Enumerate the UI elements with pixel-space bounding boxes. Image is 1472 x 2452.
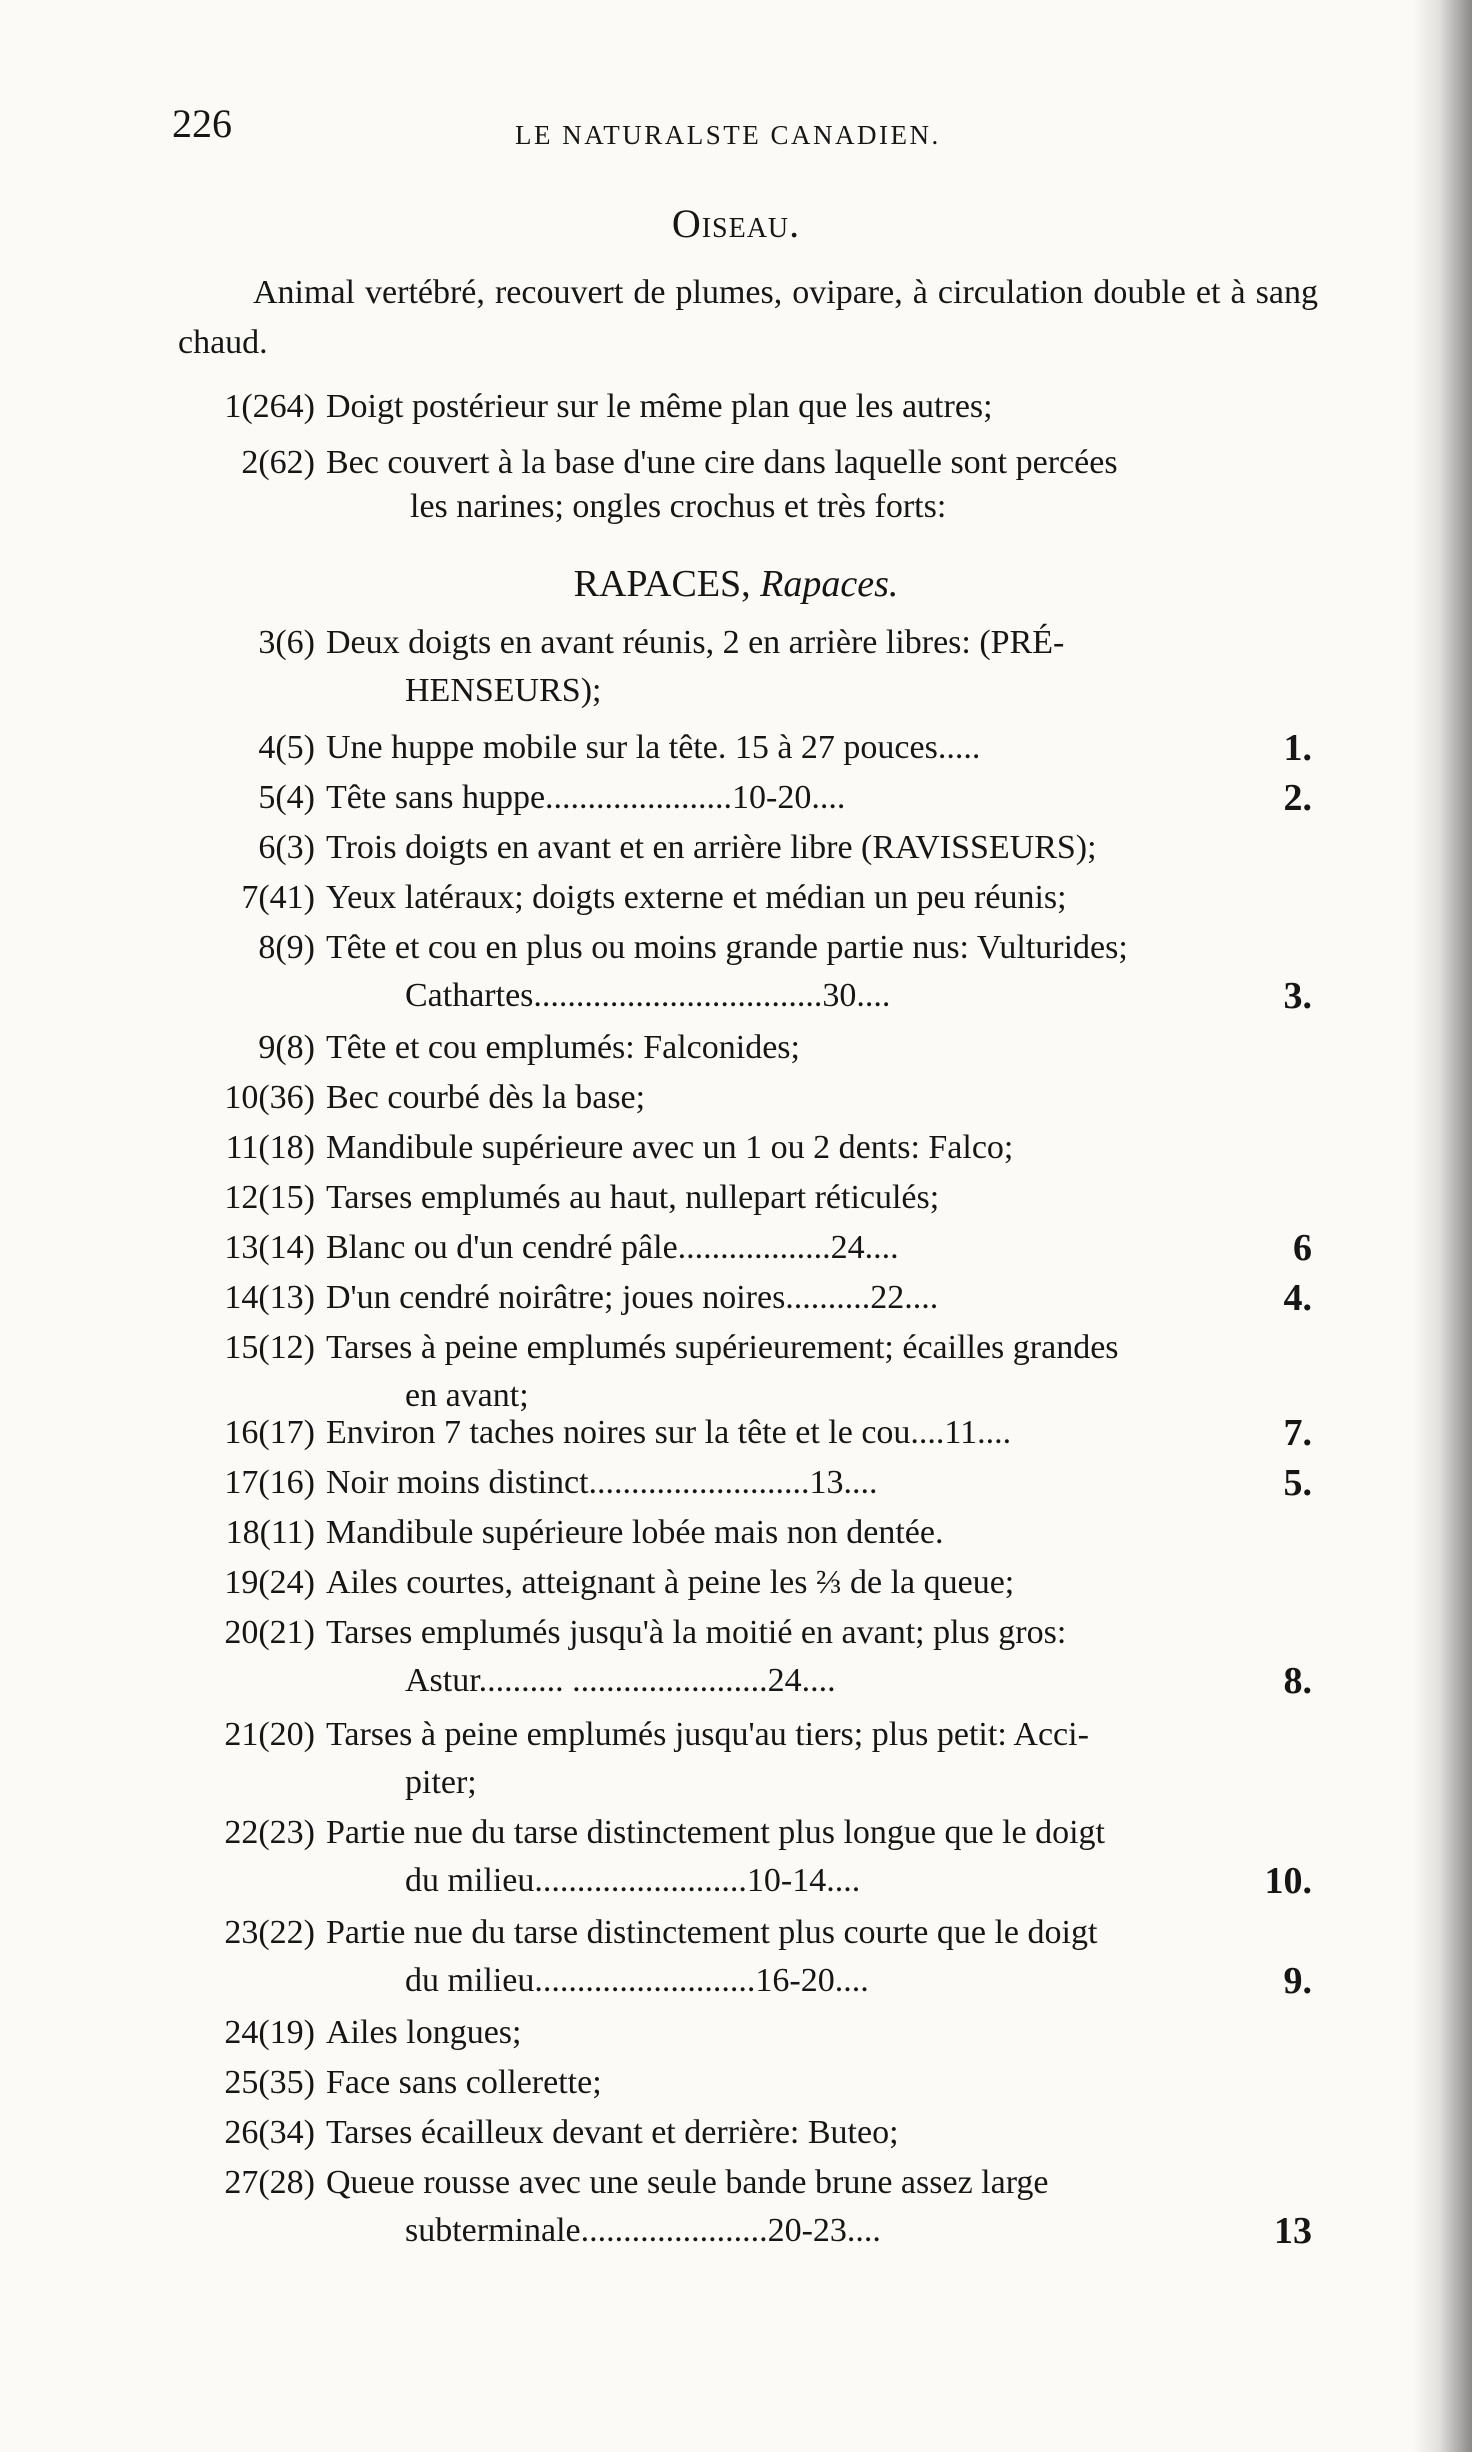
species-reference-number: 5. xyxy=(1283,1462,1312,1504)
entry-text: Tarses à peine emplumés supérieurement; écailles grandes xyxy=(326,1329,1119,1366)
entry-text: D'un cendré noirâtre; joues noires..........22.... xyxy=(326,1279,939,1316)
entry-text: Blanc ou d'un cendré pâle..................24.... xyxy=(326,1229,899,1266)
intro-paragraph: Animal vertébré, recouvert de plumes, ovipare, à circulation double et à sang chaud. xyxy=(178,274,1318,361)
entry-number: 5(4) xyxy=(258,779,315,816)
entry-number: 9(8) xyxy=(258,1029,315,1066)
entry-text: Tarses emplumés au haut, nullepart réticulés; xyxy=(326,1179,940,1216)
entry-number: 25(35) xyxy=(224,2064,315,2101)
entry-text: Deux doigts en avant réunis, 2 en arrière libres: (PRÉ- xyxy=(326,624,1065,661)
entry-text: Une huppe mobile sur la tête. 15 à 27 pouces..... xyxy=(326,729,981,766)
species-reference-number: 9. xyxy=(1283,1960,1312,2002)
entry-continuation: piter; xyxy=(405,1764,477,1801)
entry-text: Ailes longues; xyxy=(326,2014,522,2051)
entry-continuation: en avant; xyxy=(405,1377,529,1414)
species-reference-number: 6 xyxy=(1293,1227,1312,1269)
species-reference-number: 13 xyxy=(1274,2210,1312,2252)
entry-text: Face sans collerette; xyxy=(326,2064,602,2101)
page-number: 226 xyxy=(172,101,232,146)
entry-continuation: Astur.......... .......................24.... xyxy=(405,1662,836,1699)
entry-text: Queue rousse avec une seule bande brune assez large xyxy=(326,2164,1049,2201)
entry-text: Ailes courtes, atteignant à peine les ⅔ de la queue; xyxy=(326,1564,1015,1601)
species-reference-number: 4. xyxy=(1283,1277,1312,1319)
entry-text: Trois doigts en avant et en arrière libre (RAVISSEURS); xyxy=(326,829,1097,866)
entry-text: Tarses emplumés jusqu'à la moitié en avant; plus gros: xyxy=(326,1614,1067,1651)
entry-number: 26(34) xyxy=(224,2114,315,2151)
section-heading xyxy=(0,562,1472,606)
species-reference-number: 10. xyxy=(1264,1860,1312,1902)
entry-text: Noir moins distinct..........................13.... xyxy=(326,1464,878,1501)
page-edge-shadow xyxy=(1412,0,1472,2452)
entry-number: 16(17) xyxy=(224,1414,315,1451)
entry-number: 7(41) xyxy=(241,879,315,916)
entry-number: 2(62) xyxy=(241,444,315,481)
entry-text: Bec courbé dès la base; xyxy=(326,1079,646,1116)
entry-text: Environ 7 taches noires sur la tête et le cou....11.... xyxy=(326,1414,1012,1451)
entry-number: 20(21) xyxy=(224,1614,315,1651)
entry-text: Tête et cou emplumés: Falconides; xyxy=(326,1029,800,1066)
section-latin: Rapaces. xyxy=(760,563,899,605)
running-header: LE NATURALSTE CANADIEN. xyxy=(515,120,941,150)
species-reference-number: 7. xyxy=(1283,1412,1312,1454)
species-reference-number: 8. xyxy=(1283,1660,1312,1702)
species-reference-number: 1. xyxy=(1283,727,1312,769)
entry-text: Tarses à peine emplumés jusqu'au tiers; plus petit: Acci- xyxy=(326,1716,1089,1753)
entry-number: 19(24) xyxy=(224,1564,315,1601)
entry-text: Yeux latéraux; doigts externe et médian un peu réunis; xyxy=(326,879,1067,916)
entry-number: 1(264) xyxy=(224,388,315,425)
entry-number: 27(28) xyxy=(224,2164,315,2201)
entry-text: Bec couvert à la base d'une cire dans laquelle sont percées xyxy=(326,444,1118,481)
entry-continuation: Cathartes..................................30.... xyxy=(405,977,891,1014)
entry-number: 23(22) xyxy=(224,1914,315,1951)
entry-text: Partie nue du tarse distinctement plus longue que le doigt xyxy=(326,1814,1105,1851)
entry-number: 12(15) xyxy=(224,1179,315,1216)
entry-number: 14(13) xyxy=(224,1279,315,1316)
entry-number: 17(16) xyxy=(224,1464,315,1501)
entry-number: 3(6) xyxy=(258,624,315,661)
entry-number: 4(5) xyxy=(258,729,315,766)
entry-continuation: du milieu..........................16-20.... xyxy=(405,1962,869,1999)
entry-number: 11(18) xyxy=(225,1129,315,1166)
entry-continuation: HENSEURS); xyxy=(405,672,602,709)
species-reference-number: 3. xyxy=(1283,975,1312,1017)
section-title: RAPACES, xyxy=(573,563,751,605)
entry-text: Doigt postérieur sur le même plan que les autres; xyxy=(326,388,993,425)
entry-number: 18(11) xyxy=(225,1514,315,1551)
entry-number: 15(12) xyxy=(224,1329,315,1366)
entry-text: Tête et cou en plus ou moins grande partie nus: Vulturides; xyxy=(326,929,1128,966)
entry-text: Mandibule supérieure lobée mais non dentée. xyxy=(326,1514,944,1551)
entry-text: Tête sans huppe......................10-20.... xyxy=(326,779,846,816)
page-title: Oiseau. xyxy=(671,201,801,246)
entry-text: Tarses écailleux devant et derrière: Buteo; xyxy=(326,2114,899,2151)
entry-number: 24(19) xyxy=(224,2014,315,2051)
entry-number: 8(9) xyxy=(258,929,315,966)
entry-number: 13(14) xyxy=(224,1229,315,1266)
entry-continuation: subterminale......................20-23.... xyxy=(405,2212,881,2249)
entry-number: 21(20) xyxy=(224,1716,315,1753)
entry-text: Mandibule supérieure avec un 1 ou 2 dents: Falco; xyxy=(326,1129,1014,1166)
entry-continuation: du milieu.........................10-14.... xyxy=(405,1862,861,1899)
entry-continuation: les narines; ongles crochus et très forts: xyxy=(410,488,947,525)
entry-number: 6(3) xyxy=(258,829,315,866)
species-reference-number: 2. xyxy=(1283,777,1312,819)
entry-text: Partie nue du tarse distinctement plus courte que le doigt xyxy=(326,1914,1098,1951)
entry-number: 10(36) xyxy=(224,1079,315,1116)
entry-number: 22(23) xyxy=(224,1814,315,1851)
